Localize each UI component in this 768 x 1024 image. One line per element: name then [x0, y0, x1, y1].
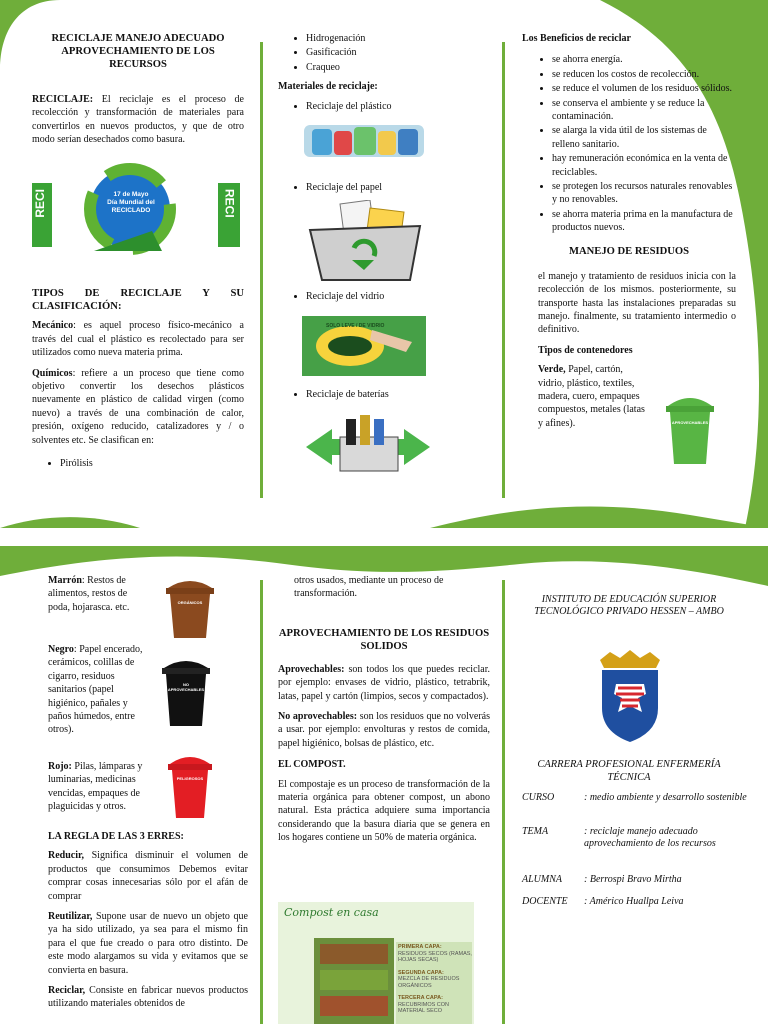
list-item: • se conserva el ambiente y se reduce la contaminación. — [552, 97, 736, 124]
column-aprovechamiento — [278, 574, 490, 852]
green-bin-icon — [664, 392, 716, 466]
compost-layers — [398, 944, 472, 1015]
column-divider — [502, 42, 505, 498]
mecanico-paragraph: Mecánico: es aquel proceso físico-mecánico a través del cual el plástico es recolectado para ser utilizados como nueva materia prima. — [32, 320, 244, 359]
column-divider — [502, 580, 505, 1024]
list-item: • se ahorra materia prima en la manufactura de productos nuevos. — [552, 208, 736, 235]
red-bin-label: PELIGROSOS — [176, 776, 204, 781]
plastic-bottles-image — [304, 119, 424, 163]
info-value: : reciclaje manejo adecuado aprovechamiento de los recursos — [584, 826, 716, 849]
pirolisis-list — [32, 457, 244, 470]
list-item: • Craqueo — [306, 61, 488, 74]
column-containers — [48, 574, 248, 1018]
brochure-inner-page — [0, 546, 768, 1024]
list-item: • Reciclaje del plástico — [306, 100, 488, 113]
list-item: • Pirólisis — [60, 457, 244, 470]
regla-title: LA REGLA DE LAS 3 ERRES: — [48, 831, 184, 842]
info-value: : Américo Huallpa Leiva — [584, 896, 684, 907]
quimico-paragraph: Químicos: refiere a un proceso que tiene como objetivo convertir los desechos plásticos nuevamente en plástico de calidad virgen (como nuevo) a través de una combinación de calor, presión, oxígeno reducido, catalizadores y / o solventes etc. Se clasifican en: — [32, 367, 244, 446]
layer-1: PRIMERA CAPA: RESIDUOS SECOS (RAMAS, HOJAS SECAS) — [398, 944, 472, 963]
globe-caption: 17 de Mayo Día Mundial del RECICLADO — [107, 190, 155, 214]
column-divider — [260, 580, 263, 1024]
compost-paragraph: El compostaje es un proceso de transformación de la materia orgánica para obtener compost, un abono natural. Esta práctica adquiere suma importancia considerando que la basura diaria que se genera en los hogares contiene un 50% de materia orgánica. — [278, 778, 490, 844]
aprovechamiento-title: APROVECHAMIENTO DE LOS RESIDUOS SOLIDOS — [278, 627, 490, 652]
institute-name: INSTITUTO DE EDUCACIÓN SUPERIOR TECNOLÓGICO PRIVADO HESSEN – AMBO — [534, 594, 724, 617]
red-bin-icon — [166, 752, 214, 820]
reducir-paragraph: Reducir, Significa disminuir el volumen de productos que consumimos Debemos evitar comprar cosas innecesarias sólo por el afán de comprar — [48, 850, 248, 902]
beneficios-list — [522, 53, 736, 234]
compost-title: EL COMPOST. — [278, 759, 346, 771]
column-benefits — [522, 32, 736, 437]
list-item: • hay remuneración económica en la venta de reciclables. — [552, 152, 736, 179]
reutilizar-paragraph: Reutilizar, Supone usar de nuevo un objeto que ya ha sido utilizado, ya sea para el mismo fin para el que fue creado o para otro distinto. De este modo alargamos su vida y evitamos que se convierta en basura. — [48, 911, 248, 976]
info-key: DOCENTE — [522, 896, 568, 907]
rojo-paragraph: Rojo: Pilas, lámparas y luminarias, medicinas vencidas, empaques de plaguicidas y otros. — [48, 761, 143, 813]
brown-bin-image — [164, 576, 216, 645]
info-row-curso — [522, 792, 762, 828]
column-divider — [260, 42, 263, 498]
list-item: • se reducen los costos de recolección. — [552, 68, 736, 81]
info-key: CURSO — [522, 792, 555, 803]
hessen-crest-icon — [594, 650, 666, 742]
list-item: • Reciclaje del papel — [306, 181, 488, 194]
info-row-tema — [522, 826, 762, 874]
compost-image-title: Compost en casa — [284, 906, 379, 919]
negro-paragraph: Negro: Papel encerado, cerámicos, colillas de cigarro, residuos sanitarios (papel higiénico, pañales y paños húmedos, entre otros). — [48, 644, 143, 736]
black-bin-icon — [160, 656, 212, 728]
materiales-list — [278, 100, 488, 113]
list-item: • se reduce el volumen de los residuos sólidos. — [552, 82, 736, 95]
list-item: • se ahorra energía. — [552, 53, 736, 66]
materiales-title: Materiales de reciclaje: — [278, 81, 378, 93]
list-item: • Reciclaje de baterías — [306, 388, 488, 401]
compost-image — [278, 902, 474, 1024]
glass-recycling-image — [302, 316, 426, 376]
column-intro — [32, 32, 244, 477]
red-bin-image — [166, 752, 214, 825]
main-title: RECICLAJE MANEJO ADECUADO APROVECHAMIENTO DE LOS RECURSOS — [51, 33, 225, 70]
brown-bin-icon — [164, 576, 216, 640]
green-bin-label: APROVECHABLES — [671, 420, 709, 425]
definition-paragraph: RECICLAJE: El reciclaje es el proceso de recolección y transformación de materiales para convertirlos en nuevos productos, y que de otro modo serían desechados como basura. — [32, 94, 244, 146]
green-bin-image — [664, 392, 716, 471]
info-row-alumna — [522, 874, 762, 892]
recycling-globe-image — [32, 161, 244, 261]
no-aprovechables-paragraph: No aprovechables: son los residuos que no volverás a usar. por ejemplo: envolturas y restos de comida, papel higiénico, bolsas de plástico, etc. — [278, 711, 490, 749]
paper-recycling-bin-image — [300, 200, 430, 282]
process-list — [278, 32, 488, 74]
glass-sign-text: SOLO LEVE / DE VIDRIO — [326, 322, 385, 329]
list-item: • Reciclaje del vidrio — [306, 290, 488, 303]
beneficios-title: Los Beneficios de reciclar — [522, 33, 631, 44]
brown-bin-label: ORGÁNICOS — [177, 600, 203, 605]
list-item: • Gasificación — [306, 46, 488, 59]
globe-side-text-left: RECI — [33, 188, 47, 218]
verde-paragraph: Verde, Papel, cartón, vidrio, plástico, textiles, madera, cuero, empaques compuestos, metales (latas y afines). — [538, 364, 645, 429]
batteries-recycling-image — [302, 407, 434, 477]
black-bin-label: NO APROVECHABLES — [167, 682, 205, 692]
manejo-paragraph: el manejo y tratamiento de residuos inicia con la recolección de los mismos. posteriormente, su transporte hasta las instalaciones preparadas su manejo. finalmente, su tratamiento intermedio o definitivo. — [538, 270, 736, 336]
info-row-docente — [522, 896, 762, 914]
definition-label: RECICLAJE: — [32, 94, 94, 105]
layer-3: TERCERA CAPA: RECUBRIMOS CON MATERIAL SECO — [398, 995, 450, 1014]
info-value: : medio ambiente y desarrollo sostenible — [584, 792, 747, 803]
marron-paragraph: Marrón: Restos de alimentos, restos de poda, hojarasca. etc. — [48, 575, 130, 613]
globe-side-text-right: RECI — [222, 188, 237, 218]
info-key: TEMA — [522, 826, 549, 837]
aprovechables-paragraph: Aprovechables: son todos los que puedes reciclar. por ejemplo: envases de vidrio, plástico, tetrabrik, latas, papel y cartón (limpios, secos y compactados). — [278, 663, 490, 702]
info-key: ALUMNA — [522, 874, 562, 885]
tipos-contenedores-title: Tipos de contenedores — [538, 344, 633, 356]
column-materials — [278, 32, 488, 477]
page-gap — [0, 528, 768, 546]
coat-of-arms — [594, 650, 666, 747]
list-item: • Hidrogenación — [306, 32, 488, 45]
manejo-title: MANEJO DE RESIDUOS — [568, 245, 690, 257]
tipos-title: TIPOS DE RECICLAJE Y SU CLASIFICACIÓN: — [32, 287, 244, 313]
info-value: : Berrospi Bravo Mirtha — [584, 874, 682, 885]
layer-2: SEGUNDA CAPA: MEZCLA DE RESIDUOS ORGÁNICOS — [398, 969, 460, 989]
reciclar-paragraph: Reciclar, Consiste en fabricar nuevos productos utilizando materiales obtenidos de — [48, 985, 248, 1010]
list-item: • se protegen los recursos naturales renovables y no renovables. — [552, 180, 736, 207]
black-bin-image — [160, 656, 212, 733]
list-item: • se alarga la vida útil de los sistemas de relleno sanitario. — [552, 124, 736, 151]
carrera-title: CARRERA PROFESIONAL ENFERMERÍA TÉCNICA — [537, 759, 721, 783]
reciclar-continuation: otros usados, mediante un proceso de transformación. — [294, 575, 444, 600]
